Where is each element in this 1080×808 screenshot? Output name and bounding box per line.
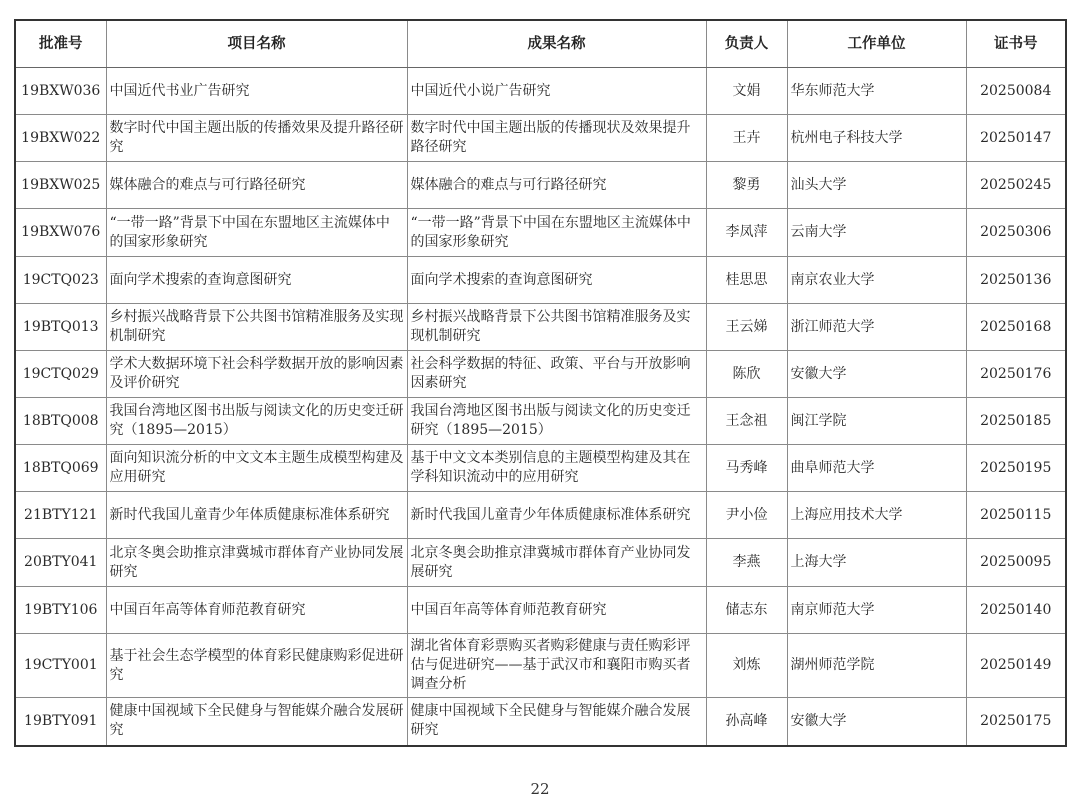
cell-approval-no: 19CTQ023 [15,257,106,304]
cell-cert-no: 20250195 [966,445,1066,492]
cell-work-unit: 曲阜师范大学 [787,445,966,492]
cell-work-unit: 安徽大学 [787,351,966,398]
table-row [15,257,1066,304]
cell-result-name: 新时代我国儿童青少年体质健康标准体系研究 [407,492,706,539]
cell-project-name: 中国近代书业广告研究 [106,68,407,115]
cell-work-unit: 南京农业大学 [787,257,966,304]
header-cert-no: 证书号 [966,20,1066,68]
cell-leader: 李燕 [706,539,787,587]
cell-approval-no: 19BXW025 [15,162,106,209]
cell-leader: 陈欣 [706,351,787,398]
cell-approval-no: 21BTY121 [15,492,106,539]
table-body [15,68,1066,746]
table-row [15,445,1066,492]
cell-approval-no: 19BTY091 [15,698,106,746]
cell-leader: 孙高峰 [706,698,787,746]
cell-approval-no: 19BXW036 [15,68,106,115]
cell-leader: 王念祖 [706,398,787,445]
cell-result-name: 面向学术搜索的查询意图研究 [407,257,706,304]
cell-project-name: “一带一路”背景下中国在东盟地区主流媒体中的国家形象研究 [106,209,407,257]
cell-approval-no: 19BTY106 [15,587,106,634]
cell-work-unit: 杭州电子科技大学 [787,115,966,162]
cell-approval-no: 19CTY001 [15,634,106,698]
cell-result-name: 我国台湾地区图书出版与阅读文化的历史变迁研究（1895—2015） [407,398,706,445]
table-row [15,209,1066,257]
cell-approval-no: 18BTQ008 [15,398,106,445]
cell-work-unit: 南京师范大学 [787,587,966,634]
header-leader: 负责人 [706,20,787,68]
cell-project-name: 基于社会生态学模型的体育彩民健康购彩促进研究 [106,634,407,698]
cell-leader: 尹小俭 [706,492,787,539]
cell-leader: 桂思思 [706,257,787,304]
cell-result-name: 湖北省体育彩票购买者购彩健康与责任购彩评估与促进研究——基于武汉市和襄阳市购买者调查分析 [407,634,706,698]
cell-approval-no: 20BTY041 [15,539,106,587]
cell-cert-no: 20250084 [966,68,1066,115]
cell-approval-no: 19BTQ013 [15,304,106,351]
cell-work-unit: 汕头大学 [787,162,966,209]
table-row [15,492,1066,539]
cell-cert-no: 20250136 [966,257,1066,304]
cell-cert-no: 20250245 [966,162,1066,209]
cell-project-name: 我国台湾地区图书出版与阅读文化的历史变迁研究（1895—2015） [106,398,407,445]
table-row [15,698,1066,746]
table-row [15,115,1066,162]
cell-leader: 王云娣 [706,304,787,351]
cell-approval-no: 18BTQ069 [15,445,106,492]
cell-cert-no: 20250306 [966,209,1066,257]
table-row [15,351,1066,398]
cell-work-unit: 云南大学 [787,209,966,257]
cell-leader: 储志东 [706,587,787,634]
cell-leader: 文娟 [706,68,787,115]
cell-cert-no: 20250185 [966,398,1066,445]
cell-cert-no: 20250115 [966,492,1066,539]
awards-table [14,19,1067,747]
cell-result-name: 北京冬奥会助推京津冀城市群体育产业协同发展研究 [407,539,706,587]
cell-work-unit: 上海应用技术大学 [787,492,966,539]
cell-cert-no: 20250140 [966,587,1066,634]
cell-result-name: “一带一路”背景下中国在东盟地区主流媒体中的国家形象研究 [407,209,706,257]
table-row [15,634,1066,698]
cell-work-unit: 华东师范大学 [787,68,966,115]
cell-leader: 王卉 [706,115,787,162]
cell-result-name: 中国近代小说广告研究 [407,68,706,115]
cell-result-name: 数字时代中国主题出版的传播现状及效果提升路径研究 [407,115,706,162]
table-row [15,587,1066,634]
cell-project-name: 数字时代中国主题出版的传播效果及提升路径研究 [106,115,407,162]
cell-project-name: 媒体融合的难点与可行路径研究 [106,162,407,209]
cell-cert-no: 20250147 [966,115,1066,162]
cell-work-unit: 闽江学院 [787,398,966,445]
cell-project-name: 新时代我国儿童青少年体质健康标准体系研究 [106,492,407,539]
page-number: 22 [530,780,550,798]
cell-project-name: 健康中国视域下全民健身与智能媒介融合发展研究 [106,698,407,746]
cell-work-unit: 安徽大学 [787,698,966,746]
cell-leader: 马秀峰 [706,445,787,492]
cell-result-name: 基于中文文本类别信息的主题模型构建及其在学科知识流动中的应用研究 [407,445,706,492]
table-row [15,162,1066,209]
cell-cert-no: 20250168 [966,304,1066,351]
cell-leader: 黎勇 [706,162,787,209]
cell-cert-no: 20250175 [966,698,1066,746]
header-work-unit: 工作单位 [787,20,966,68]
header-approval-no: 批准号 [15,20,106,68]
cell-project-name: 面向知识流分析的中文文本主题生成模型构建及应用研究 [106,445,407,492]
table-row [15,304,1066,351]
cell-leader: 刘炼 [706,634,787,698]
table-row [15,398,1066,445]
cell-cert-no: 20250095 [966,539,1066,587]
cell-result-name: 媒体融合的难点与可行路径研究 [407,162,706,209]
cell-project-name: 面向学术搜索的查询意图研究 [106,257,407,304]
cell-work-unit: 上海大学 [787,539,966,587]
cell-leader: 李凤萍 [706,209,787,257]
table-header-row [15,20,1066,68]
cell-result-name: 中国百年高等体育师范教育研究 [407,587,706,634]
header-project-name: 项目名称 [106,20,407,68]
table-row [15,68,1066,115]
cell-cert-no: 20250149 [966,634,1066,698]
cell-approval-no: 19BXW022 [15,115,106,162]
header-result-name: 成果名称 [407,20,706,68]
cell-work-unit: 湖州师范学院 [787,634,966,698]
cell-project-name: 学术大数据环境下社会科学数据开放的影响因素及评价研究 [106,351,407,398]
cell-approval-no: 19BXW076 [15,209,106,257]
table-row [15,539,1066,587]
cell-result-name: 社会科学数据的特征、政策、平台与开放影响因素研究 [407,351,706,398]
cell-approval-no: 19CTQ029 [15,351,106,398]
cell-work-unit: 浙江师范大学 [787,304,966,351]
cell-result-name: 乡村振兴战略背景下公共图书馆精准服务及实现机制研究 [407,304,706,351]
cell-cert-no: 20250176 [966,351,1066,398]
cell-result-name: 健康中国视域下全民健身与智能媒介融合发展研究 [407,698,706,746]
cell-project-name: 北京冬奥会助推京津冀城市群体育产业协同发展研究 [106,539,407,587]
cell-project-name: 中国百年高等体育师范教育研究 [106,587,407,634]
cell-project-name: 乡村振兴战略背景下公共图书馆精准服务及实现机制研究 [106,304,407,351]
